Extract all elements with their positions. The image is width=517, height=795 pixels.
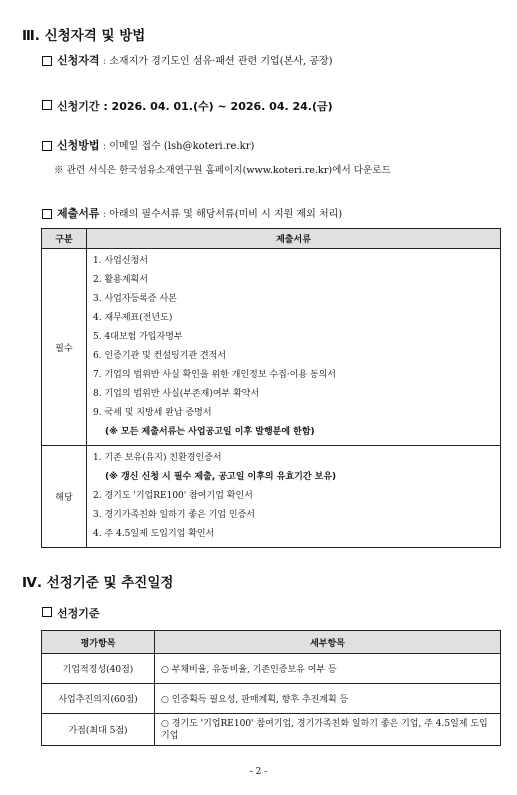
list-item: 8. 기업의 법위반 사실(부존재)여부 확약서 — [93, 389, 260, 399]
criteria-detail: ○ 경기도 '기업RE100' 참여기업, 경기가족친화 일하기 좋은 기업, 주 4.5일제 도입기업 — [155, 714, 501, 746]
criteria-item: 기업적정성(40점) — [42, 654, 155, 684]
criteria-header-detail: 세부항목 — [155, 631, 501, 654]
list-item: 7. 기업의 법위반 사실 확인을 위한 개인정보 수집·이용 동의서 — [93, 370, 336, 380]
table-row — [42, 714, 501, 746]
section-4-title: Ⅳ. 선정기준 및 추진일정 — [22, 575, 174, 591]
list-item: 2. 경기도 '기업RE100' 참여기업 확인서 — [93, 491, 253, 501]
checkbox-square-icon — [42, 56, 52, 66]
list-item: 2. 활용계획서 — [93, 275, 148, 285]
method-label: 신청방법 — [57, 139, 100, 152]
qualification-label: 신청자격 — [57, 54, 100, 67]
documents-line — [42, 205, 342, 221]
documents-sep: : — [99, 209, 110, 220]
criteria-item: 사업추진의지(60점) — [42, 684, 155, 714]
list-item: 6. 인증기관 및 컨설팅기관 견적서 — [93, 351, 227, 361]
checkbox-square-icon — [42, 100, 52, 110]
required-category: 필수 — [42, 249, 87, 446]
documents-text: 아래의 필수서류 및 해당서류(미비 시 지원 제외 처리) — [109, 209, 343, 220]
list-item: 9. 국세 및 지방세 완납 증명서 — [93, 408, 212, 418]
doc-table-header-documents: 제출서류 — [87, 229, 501, 249]
list-item: 3. 사업자등록증 사본 — [93, 294, 177, 304]
checkbox-square-icon — [42, 607, 52, 617]
qualification-sep: : — [99, 56, 110, 67]
method-note: ※ 관련 서식은 한국섬유소재연구원 홈페이지(www.koteri.re.kr)에서 다운로드 — [54, 165, 391, 176]
table-row — [42, 654, 501, 684]
section-3-title: Ⅲ. 신청자격 및 방법 — [22, 28, 146, 44]
method-sep: : — [99, 141, 110, 152]
period-label: 신청기간 : 2026. 04. 01.(수) ~ 2026. 04. 24.(금) — [57, 100, 333, 113]
checkbox-square-icon — [42, 209, 52, 219]
required-list — [87, 249, 501, 446]
list-item: 3. 경기가족친화 일하기 좋은 기업 인증서 — [93, 510, 255, 520]
qualification-line — [42, 52, 333, 68]
list-item: 4. 주 4.5일제 도입기업 확인서 — [93, 529, 215, 539]
list-item-note: (※ 갱신 신청 시 필수 제출, 공고일 이후의 유효기간 보유) — [105, 472, 337, 482]
qualification-text: 소재지가 경기도인 섬유·패션 관련 기업(본사, 공장) — [109, 56, 333, 67]
criteria-header-item: 평가항목 — [42, 631, 155, 654]
table-row — [42, 684, 501, 714]
documents-table — [41, 228, 501, 548]
applicable-list — [87, 446, 501, 548]
method-line — [42, 137, 254, 153]
table-row — [42, 446, 501, 548]
criteria-label: 선정기준 — [57, 607, 100, 620]
method-text: 이메일 접수 (lsh@koteri.re.kr) — [109, 141, 255, 152]
criteria-heading — [42, 602, 100, 621]
criteria-detail: ○ 부채비율, 유동비율, 기존인증보유 여부 등 — [155, 654, 501, 684]
required-note: (※ 모든 제출서류는 사업공고일 이후 발행분에 한함) — [105, 427, 315, 437]
list-item: 1. 사업신청서 — [93, 256, 148, 266]
doc-table-header-category: 구분 — [42, 229, 87, 249]
list-item: 1. 기존 보유(유지) 친환경인증서 — [93, 453, 222, 463]
period-line — [42, 95, 333, 114]
criteria-detail: ○ 인증획득 필요성, 판매계획, 향후 추진계획 등 — [155, 684, 501, 714]
page-number: - 2 - — [249, 767, 268, 777]
criteria-table — [41, 630, 501, 746]
criteria-item: 가점(최대 5점) — [42, 714, 155, 746]
table-row — [42, 249, 501, 446]
checkbox-square-icon — [42, 141, 52, 151]
applicable-category: 해당 — [42, 446, 87, 548]
list-item: 5. 4대보험 가입자명부 — [93, 332, 183, 342]
documents-label: 제출서류 — [57, 207, 100, 220]
list-item: 4. 재무제표(전년도) — [93, 313, 173, 323]
